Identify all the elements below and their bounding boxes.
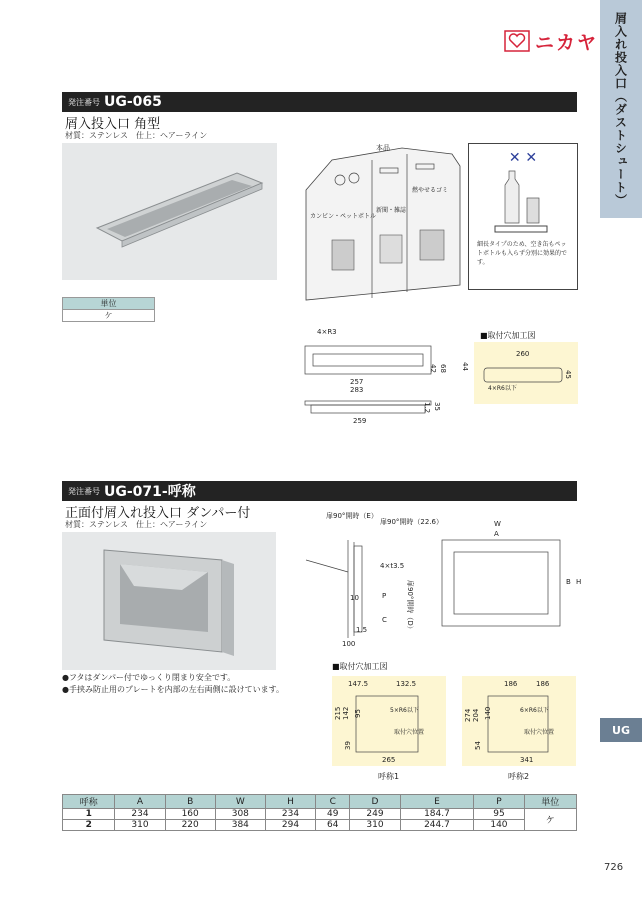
product1-unit-table: 単位 ケ: [62, 297, 155, 322]
spec-table: [62, 794, 577, 831]
svg-text:P: P: [382, 592, 387, 600]
product1-photo: [62, 143, 277, 280]
svg-text:147.5: 147.5: [348, 680, 369, 688]
svg-text:259: 259: [353, 417, 367, 425]
svg-text:B: B: [566, 578, 571, 586]
svg-text:10: 10: [350, 594, 359, 602]
table-row: 2 310 220 384 294 64 310 244.7 140: [63, 820, 577, 831]
svg-text:H: H: [576, 578, 582, 586]
brand-logo: [504, 30, 598, 52]
dust-bin-illustration: [302, 140, 464, 302]
brand-name: ニカヤ: [535, 31, 599, 54]
product1-note-text: 細長タイプのため、空き缶もペットボトルも入らず分別に効果的です。: [477, 241, 568, 266]
paper-label: 新聞・雑誌: [376, 207, 407, 214]
svg-text:45: 45: [564, 370, 572, 379]
side-category-tab[interactable]: 屑入れ投入口（ダストシュート）: [600, 0, 642, 218]
svg-text:68: 68: [439, 364, 447, 373]
product1-cutout-heading: ■取付穴加工図: [480, 331, 536, 340]
svg-text:1.2: 1.2: [423, 402, 431, 414]
product1-header: 発注番号 UG-065: [62, 92, 577, 112]
svg-text:A: A: [494, 530, 499, 538]
product1-title: 屑入投入口 角型: [65, 117, 161, 132]
page-number: 726: [604, 862, 624, 873]
product2-cutout-heading: ■取付穴加工図: [332, 662, 388, 671]
product2-header: 発注番号 UG-071-呼称: [62, 481, 577, 501]
note-item: ●手挟み防止用のプレートを内部の左右両側に設けています。: [62, 685, 285, 694]
product1-cutout-panel: [474, 342, 578, 404]
svg-text:100: 100: [342, 640, 356, 648]
spec-header-row: 呼称 A B W H C D E P 単位: [63, 795, 577, 809]
svg-text:283: 283: [350, 386, 364, 394]
product2-title: 正面付屑入れ投入口 ダンパー付: [65, 506, 251, 521]
svg-text:54: 54: [474, 741, 482, 750]
svg-text:140: 140: [484, 706, 492, 720]
cutout2-label: 呼称2: [508, 772, 530, 781]
note-item: ●フタはダンパー付でゆっくり閉まり安全です。: [62, 673, 236, 682]
svg-text:C: C: [382, 616, 387, 624]
product2-photo: [62, 532, 276, 670]
product2-code: UG-071-呼称: [104, 484, 196, 500]
svg-text:4×t3.5: 4×t3.5: [380, 562, 405, 570]
svg-text:39: 39: [344, 741, 352, 750]
svg-text:扉90°開時（E）: 扉90°開時（E）: [326, 512, 378, 520]
svg-text:扉90°開時（D）: 扉90°開時（D）: [406, 580, 414, 633]
product2-cutout2-panel: [462, 676, 576, 766]
svg-text:取付穴位置: 取付穴位置: [524, 729, 555, 736]
cutout1-label: 呼称1: [378, 772, 400, 781]
svg-text:204: 204: [472, 708, 480, 722]
svg-text:215: 215: [334, 706, 342, 720]
product2-material: 材質：ステンレス 仕上：ヘアーライン: [65, 520, 208, 529]
svg-text:142: 142: [342, 706, 350, 720]
svg-text:132.5: 132.5: [396, 680, 417, 688]
svg-text:257: 257: [350, 378, 364, 386]
svg-text:42: 42: [429, 364, 437, 373]
product2-side-drawing: [298, 510, 443, 650]
product1-code: UG-065: [104, 94, 162, 110]
svg-text:341: 341: [520, 756, 534, 764]
cross-marks-icon: ✕ ✕: [508, 150, 538, 166]
svg-text:1.5: 1.5: [356, 626, 368, 634]
svg-text:W: W: [494, 520, 501, 528]
svg-text:35: 35: [433, 402, 441, 411]
product1-note-box: [468, 143, 578, 290]
product2-notes: [62, 672, 284, 696]
table-row: 1 234 160 308 234 49 249 184.7 95 ケ: [63, 809, 577, 820]
svg-text:44: 44: [461, 362, 469, 371]
svg-text:265: 265: [382, 756, 396, 764]
svg-text:5×R6以下: 5×R6以下: [390, 707, 419, 714]
svg-text:186: 186: [504, 680, 518, 688]
svg-text:260: 260: [516, 350, 530, 358]
svg-text:6×R6以下: 6×R6以下: [520, 707, 549, 714]
ug-index-tab[interactable]: UG: [600, 718, 642, 742]
product1-material: 材質：ステンレス 仕上：ヘアーライン: [65, 131, 208, 140]
bottle-can-icon: [469, 166, 577, 236]
product1-dimension-drawing: [295, 326, 475, 436]
svg-text:274: 274: [464, 708, 472, 722]
svg-text:95: 95: [354, 709, 362, 718]
honpin-label: 本品: [376, 144, 390, 152]
heart-logo-icon: [504, 30, 530, 52]
can-pet-label: カンビン・ペットボトル: [310, 213, 377, 220]
svg-text:取付穴位置: 取付穴位置: [394, 729, 425, 736]
svg-text:扉90°開時（22.6）: 扉90°開時（22.6）: [380, 518, 443, 526]
svg-text:186: 186: [536, 680, 550, 688]
svg-text:4×R3: 4×R3: [317, 328, 337, 336]
product2-front-drawing: [434, 518, 584, 633]
product2-cutout1-panel: [332, 676, 446, 766]
burnable-label: 燃やせるゴミ: [412, 187, 449, 194]
svg-text:4×R6以下: 4×R6以下: [488, 385, 517, 392]
